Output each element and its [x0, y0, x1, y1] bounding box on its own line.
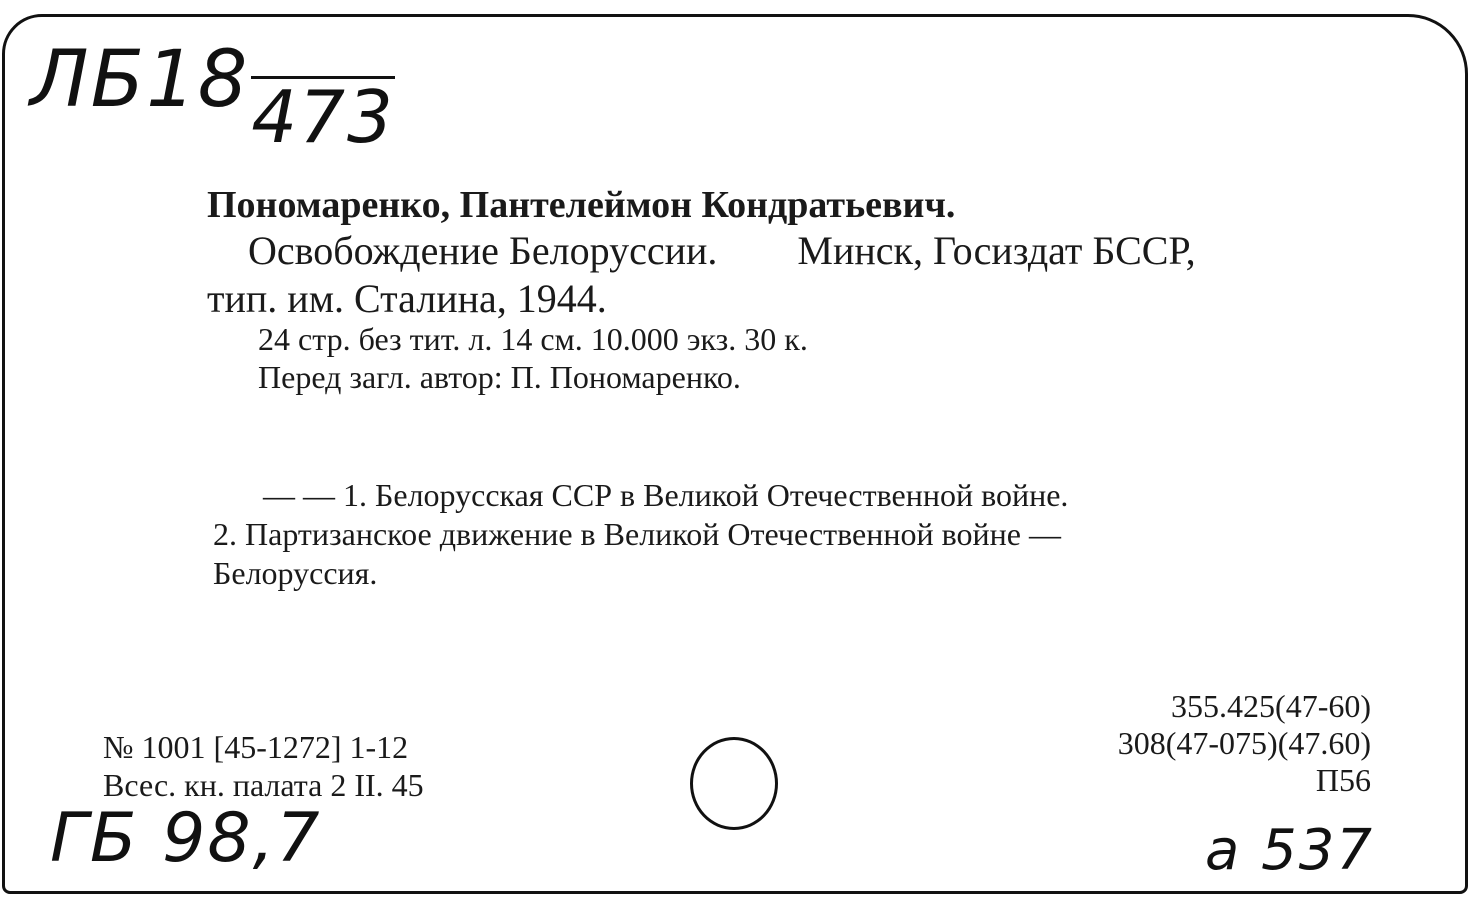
classification-code-3: П56: [1315, 761, 1371, 798]
title-line-2: тип. им. Сталина, 1944.: [207, 276, 607, 321]
subject-line-2: 2. Партизанское движение в Великой Отечественной войне —: [213, 516, 1061, 553]
author-note: Перед загл. автор: П. Пономаренко.: [258, 359, 741, 395]
author-heading: Пономаренко, Пантелеймон Кондратьевич.: [207, 184, 956, 226]
classification-codes: [1118, 688, 1371, 798]
subject-headings: [213, 476, 1371, 593]
book-chamber: Всес. кн. палата 2 II. 45: [103, 767, 424, 804]
card-punch-hole: [690, 737, 778, 830]
classification-code-1: 355.425(47-60): [1171, 688, 1371, 724]
accession-mark: а 537: [1205, 818, 1375, 883]
card-footer: [103, 728, 424, 805]
title-line-1: [248, 227, 1196, 275]
classification-code-2: 308(47-075)(47.60): [1117, 724, 1371, 761]
subject-line-3: Белоруссия.: [213, 555, 378, 592]
inventory-mark: ГБ 98,7: [50, 799, 322, 878]
subject-line-1: — — 1. Белорусская ССР в Великой Отечественной войне.: [263, 477, 1069, 513]
card-number: № 1001 [45-1272] 1-12: [103, 729, 409, 765]
shelf-mark: [30, 35, 395, 159]
collation: 24 стр. без тит. л. 14 см. 10.000 экз. 30 к.: [258, 321, 808, 357]
shelf-mark-main: ЛБ18: [30, 35, 250, 125]
book-title: Освобождение Белоруссии.: [248, 228, 718, 273]
shelf-mark-fraction: 473: [251, 75, 395, 159]
publisher: Минск, Госиздат БССР,: [797, 228, 1196, 273]
